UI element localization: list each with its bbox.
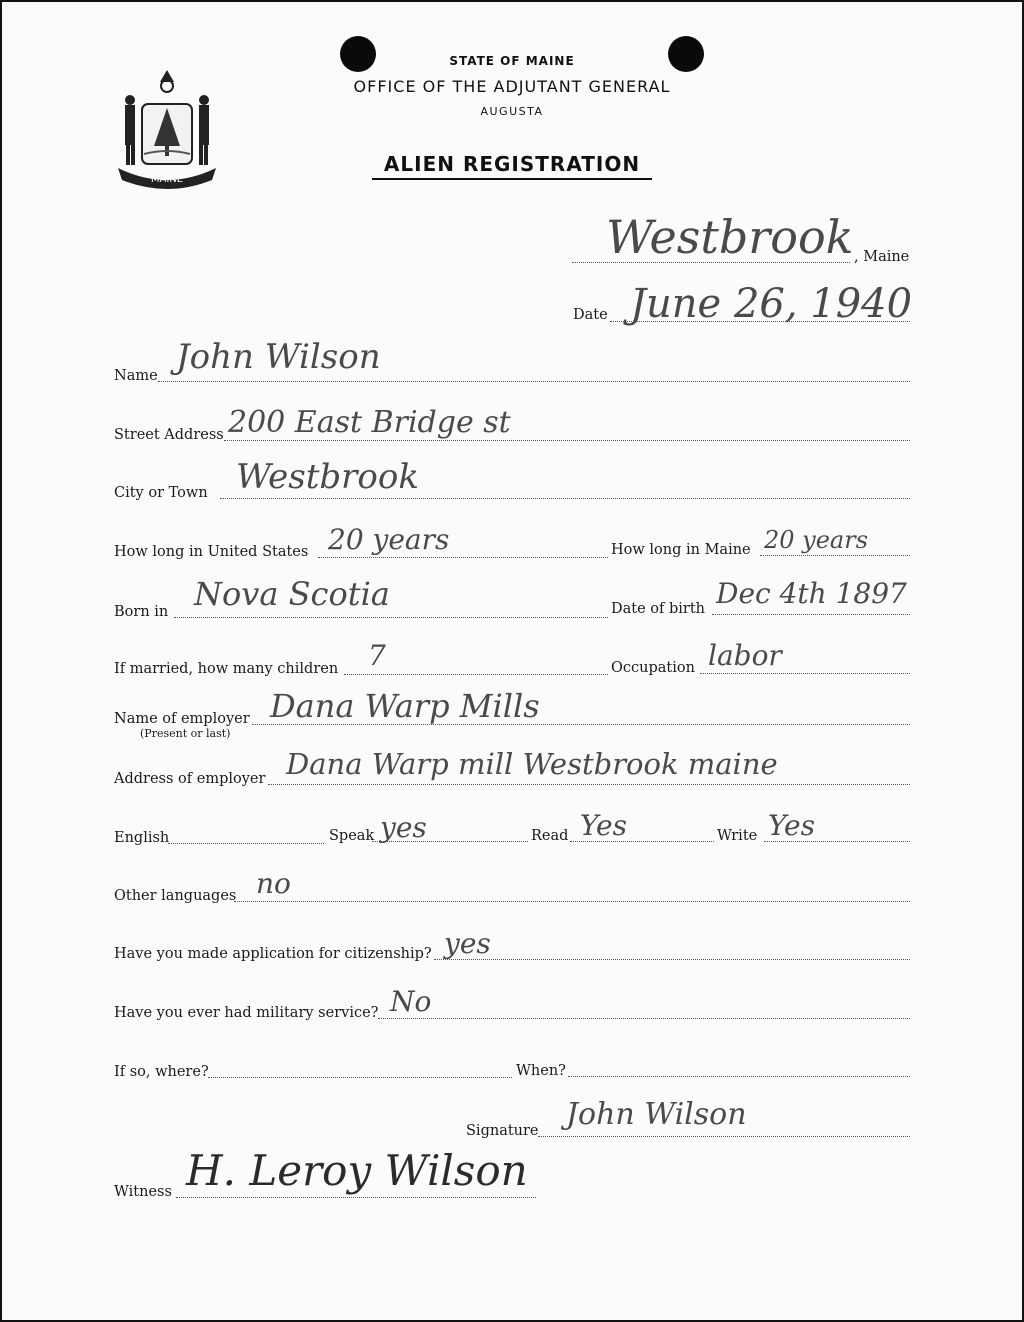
how-long-maine-label: How long in Maine: [611, 542, 751, 558]
city-town-label: City or Town: [114, 485, 208, 501]
if-so-where-label: If so, where?: [114, 1064, 209, 1080]
date-of-birth-entry: Dec 4th 1897: [716, 577, 907, 610]
office-heading: OFFICE OF THE ADJUTANT GENERAL: [353, 77, 671, 96]
maine-label: , Maine: [854, 249, 910, 265]
military-line: [378, 1018, 910, 1019]
when-label: When?: [516, 1063, 566, 1079]
date-of-birth-label: Date of birth: [611, 601, 706, 617]
how-long-us-line: [318, 557, 608, 558]
place-entry: Westbrook: [606, 210, 854, 264]
children-line: [344, 674, 608, 675]
signature-entry: John Wilson: [566, 1097, 747, 1132]
witness-entry: H. Leroy Wilson: [186, 1146, 528, 1195]
employer-address-line: [268, 784, 910, 785]
when-line: [568, 1076, 910, 1077]
witness-line: [176, 1197, 536, 1198]
name-line: [158, 381, 910, 382]
other-languages-line: [234, 901, 910, 902]
city-town-line: [220, 498, 910, 499]
english-label: English: [114, 830, 170, 846]
date-label: Date: [573, 307, 608, 323]
if-so-where-line: [208, 1077, 512, 1078]
witness-label: Witness: [114, 1184, 172, 1200]
name-entry: John Wilson: [176, 337, 381, 377]
born-in-line: [174, 617, 608, 618]
how-long-us-label: How long in United States: [114, 544, 309, 560]
state-heading: STATE OF MAINE: [449, 54, 575, 68]
speak-entry: yes: [380, 811, 427, 844]
military-label: Have you ever had military service?: [114, 1005, 379, 1021]
employer-entry: Dana Warp Mills: [270, 687, 540, 725]
signature-line: [538, 1136, 910, 1137]
occupation-entry: labor: [708, 639, 782, 672]
city-heading: AUGUSTA: [480, 105, 544, 118]
signature-label: Signature: [466, 1123, 539, 1139]
street-entry: 200 East Bridge st: [228, 405, 511, 440]
date-entry: June 26, 1940: [630, 281, 913, 327]
how-long-maine-entry: 20 years: [764, 526, 869, 554]
occupation-label: Occupation: [611, 660, 695, 676]
children-label: If married, how many children: [114, 661, 339, 677]
date-of-birth-line: [712, 614, 910, 615]
write-entry: Yes: [768, 809, 815, 842]
maine-state-seal: [114, 68, 220, 192]
english-line: [168, 843, 324, 844]
citizenship-label: Have you made application for citizenship?: [114, 946, 432, 962]
name-label: Name: [114, 368, 158, 384]
write-label: Write: [717, 828, 758, 844]
read-label: Read: [531, 828, 569, 844]
employer-address-entry: Dana Warp mill Westbrook maine: [286, 747, 778, 781]
military-entry: No: [390, 985, 432, 1018]
read-entry: Yes: [580, 809, 627, 842]
other-languages-label: Other languages: [114, 888, 237, 904]
form-title: ALIEN REGISTRATION: [372, 152, 652, 180]
speak-label: Speak: [329, 828, 375, 844]
born-in-entry: Nova Scotia: [194, 575, 390, 613]
born-in-label: Born in: [114, 604, 169, 620]
employer-address-label: Address of employer: [114, 771, 266, 787]
children-entry: 7: [368, 639, 386, 672]
citizenship-line: [434, 959, 910, 960]
svg-text:MAINE: MAINE: [150, 174, 184, 185]
city-town-entry: Westbrook: [236, 457, 419, 497]
street-label: Street Address: [114, 427, 224, 443]
employer-label: Name of employer: [114, 711, 250, 727]
street-line: [224, 440, 910, 441]
how-long-maine-line: [760, 555, 910, 556]
occupation-line: [700, 673, 910, 674]
how-long-us-entry: 20 years: [328, 523, 450, 556]
citizenship-entry: yes: [444, 927, 491, 960]
employer-sublabel: (Present or last): [140, 727, 231, 740]
other-languages-entry: no: [256, 867, 291, 900]
